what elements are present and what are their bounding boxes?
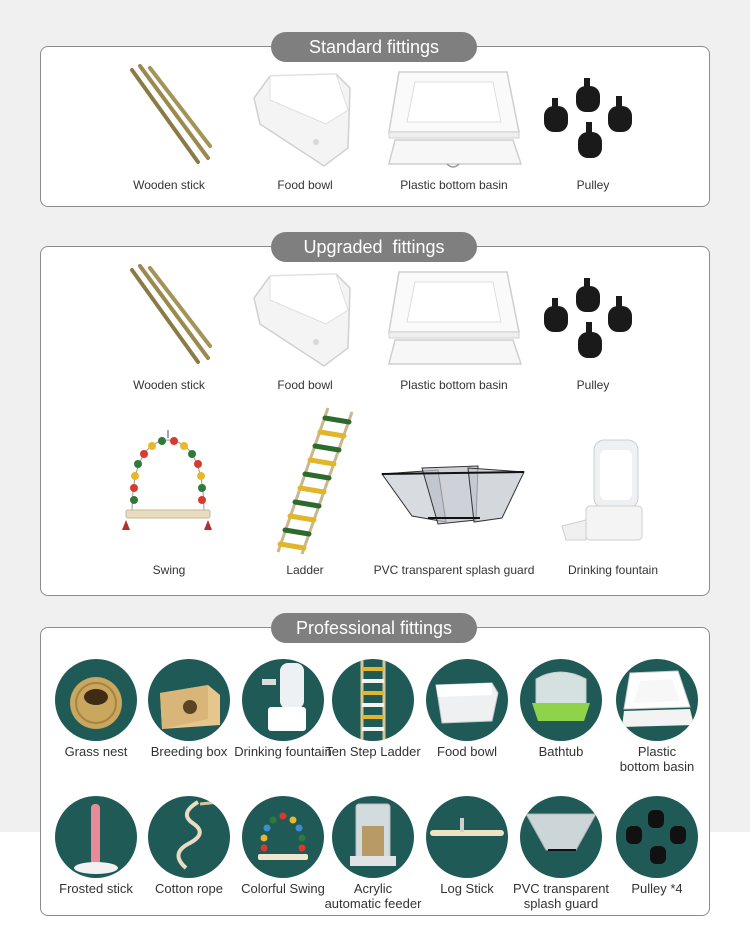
upgraded-item-label: Swing [152,563,186,577]
plastic-bottom-basin-image [616,659,698,741]
colorful-swing-image [242,796,324,878]
professional-item-label: Food bowl [437,744,497,759]
plastic-bottom-basin-image [385,68,525,172]
food-bowl-image [250,270,355,370]
upgraded-item-label: Pulley [576,378,610,392]
upgraded-item-label: Food bowl [277,378,333,392]
ladder-image [270,404,360,556]
standard-item-label: Wooden stick [133,178,205,192]
upgraded-item-label: PVC transparent splash guard [373,563,535,577]
swing-image [118,428,218,536]
standard-item-label: Pulley [576,178,610,192]
upgraded-item-label: Plastic bottom basin [400,378,508,392]
wooden-stick-image [120,62,220,172]
cotton-rope-image [148,796,230,878]
professional-item-label: Ten Step Ladder [325,744,421,759]
acrylic-feeder-image [332,796,414,878]
food-bowl-image [250,70,355,170]
professional-item-label: Drinking fountain [234,744,332,759]
food-bowl-image [426,659,508,741]
professional-item-label: Acrylic automatic feeder [324,881,422,911]
log-stick-image [426,796,508,878]
wooden-stick-image [120,262,220,372]
professional-item-label: Plastic bottom basin [619,744,695,774]
bathtub-image [520,659,602,741]
professional-item-label: Grass nest [64,744,128,759]
upgraded-item-label: Drinking fountain [567,563,659,577]
professional-item-label: Colorful Swing [241,881,325,896]
upgraded-item-label: Wooden stick [133,378,205,392]
professional-item-label: Pulley *4 [631,881,683,896]
professional-item-label: Log Stick [440,881,494,896]
plastic-bottom-basin-image [385,268,525,372]
upgraded-fittings-title: Upgraded fittings [271,232,477,262]
pvc-splash-guard-image [378,460,528,530]
standard-item-label: Plastic bottom basin [400,178,508,192]
professional-fittings-title: Professional fittings [271,613,477,643]
professional-item-label: Frosted stick [59,881,133,896]
professional-item-label: Breeding box [150,744,228,759]
breeding-box-image [148,659,230,741]
frosted-stick-image [55,796,137,878]
pvc-splash-guard-image [520,796,602,878]
grass-nest-image [55,659,137,741]
standard-fittings-title: Standard fittings [271,32,477,62]
professional-item-label: PVC transparent splash guard [512,881,610,911]
pulley-image [540,278,640,362]
pulley-image [540,78,640,162]
drinking-fountain-image [560,436,644,546]
professional-item-label: Cotton rope [155,881,223,896]
professional-item-label: Bathtub [538,744,584,759]
standard-item-label: Food bowl [277,178,333,192]
ten-step-ladder-image [332,659,414,741]
pulley-image [616,796,698,878]
drinking-fountain-image [242,659,324,741]
upgraded-item-label: Ladder [286,563,324,577]
